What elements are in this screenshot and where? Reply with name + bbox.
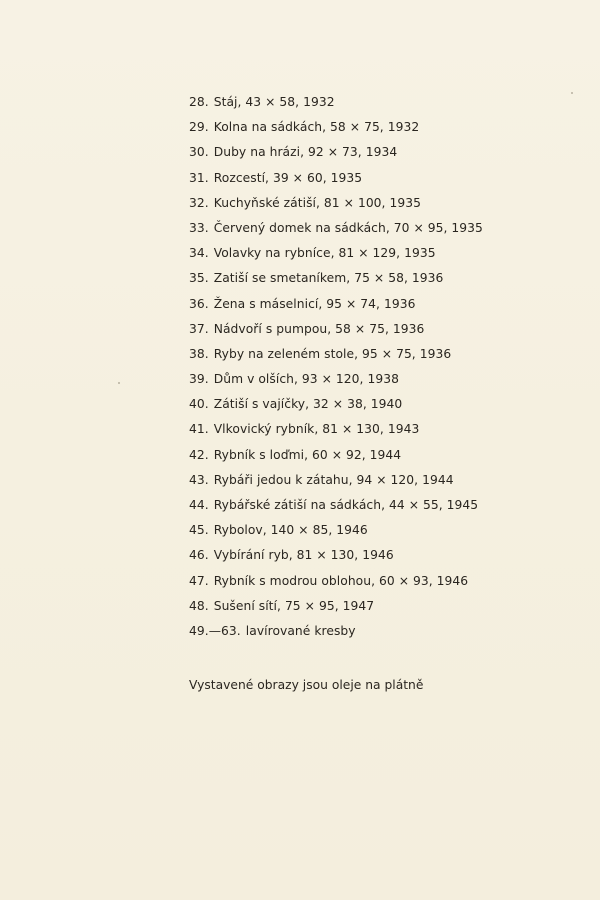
entry-text: Vlkovický rybník, 81 × 130, 1943: [213, 422, 420, 437]
entry-text: Zatiší se smetaníkem, 75 × 58, 1936: [213, 271, 444, 286]
catalog-entry: [189, 245, 483, 270]
entry-text: Rybník s modrou oblohou, 60 × 93, 1946: [213, 573, 469, 588]
entry-number: 31.: [189, 170, 209, 185]
entry-text: Ryby na zeleném stole, 95 × 75, 1936: [213, 346, 452, 361]
catalog-entry: [189, 94, 483, 119]
entry-number: 35.: [189, 271, 209, 286]
paper-speck: [571, 92, 573, 94]
entry-text: Volavky na rybníce, 81 × 129, 1935: [213, 246, 436, 261]
entry-text: Sušení sítí, 75 × 95, 1947: [213, 598, 375, 613]
catalog-entry: [189, 346, 483, 371]
catalog-entry: [189, 144, 483, 169]
entry-number: 33.: [189, 220, 209, 235]
catalog-entry: [189, 573, 483, 598]
catalog-entry: [189, 396, 483, 421]
entry-text: Nádvoří s pumpou, 58 × 75, 1936: [213, 321, 425, 336]
entry-number: 44.: [189, 498, 209, 512]
catalog-entry: [189, 447, 483, 472]
entry-text: Rybáři jedou k zátahu, 94 × 120, 1944: [213, 472, 454, 487]
entry-number: 36.: [189, 296, 209, 311]
entry-number: 48.: [189, 598, 209, 613]
entry-text: Zátiší s vajíčky, 32 × 38, 1940: [213, 397, 403, 412]
entry-number: 40.: [189, 397, 209, 412]
entry-number: 41.: [189, 422, 209, 437]
catalog-entry: [189, 623, 483, 648]
exhibition-catalog-list: [189, 94, 483, 648]
catalog-entry: [189, 522, 483, 547]
entry-text: Žena s máselnicí, 95 × 74, 1936: [213, 296, 416, 311]
catalog-entry: [189, 296, 483, 321]
catalog-entry: [189, 421, 483, 446]
catalog-entry: [189, 598, 483, 623]
entry-text: lavírované kresby: [245, 623, 356, 638]
catalog-entry: [189, 547, 483, 572]
entry-number: 47.: [189, 573, 209, 588]
catalog-entry: [189, 321, 483, 346]
entry-text: Kuchyňské zátiší, 81 × 100, 1935: [213, 195, 421, 210]
entry-number: 39.: [189, 372, 209, 387]
catalog-entry: [189, 371, 483, 396]
entry-text: Červený domek na sádkách, 70 × 95, 1935: [213, 220, 483, 235]
catalog-entry: [189, 270, 483, 295]
entry-text: Kolna na sádkách, 58 × 75, 1932: [213, 120, 420, 135]
entry-text: Rozcestí, 39 × 60, 1935: [213, 170, 363, 185]
entry-number: 37.: [189, 321, 209, 336]
entry-number: 38.: [189, 346, 209, 361]
entry-text: Vybírání ryb, 81 × 130, 1946: [213, 548, 394, 563]
entry-number: 30.: [189, 145, 209, 160]
entry-number: 49.—63.: [189, 623, 241, 638]
catalog-entry: [189, 119, 483, 144]
catalog-entry: [189, 472, 483, 497]
entry-text: Rybolov, 140 × 85, 1946: [213, 523, 368, 538]
entry-number: 45.: [189, 523, 209, 538]
entry-number: 28.: [189, 95, 209, 109]
entry-number: 29.: [189, 120, 209, 135]
paper-speck: [118, 382, 120, 384]
catalog-entry: [189, 170, 483, 195]
entry-text: Rybářské zátiší na sádkách, 44 × 55, 1945: [213, 498, 479, 512]
entry-text: Duby na hrázi, 92 × 73, 1934: [213, 145, 398, 160]
entry-number: 43.: [189, 472, 209, 487]
entry-number: 32.: [189, 195, 209, 210]
entry-number: 46.: [189, 548, 209, 563]
entry-number: 34.: [189, 246, 209, 261]
medium-note: Vystavené obrazy jsou oleje na plátně: [189, 678, 424, 692]
entry-text: Dům v olších, 93 × 120, 1938: [213, 372, 399, 387]
entry-text: Rybník s loďmi, 60 × 92, 1944: [213, 447, 402, 462]
entry-number: 42.: [189, 447, 209, 462]
catalog-entry: [189, 195, 483, 220]
catalog-entry: [189, 497, 483, 522]
catalog-entry: [189, 220, 483, 245]
entry-text: Stáj, 43 × 58, 1932: [213, 95, 335, 109]
